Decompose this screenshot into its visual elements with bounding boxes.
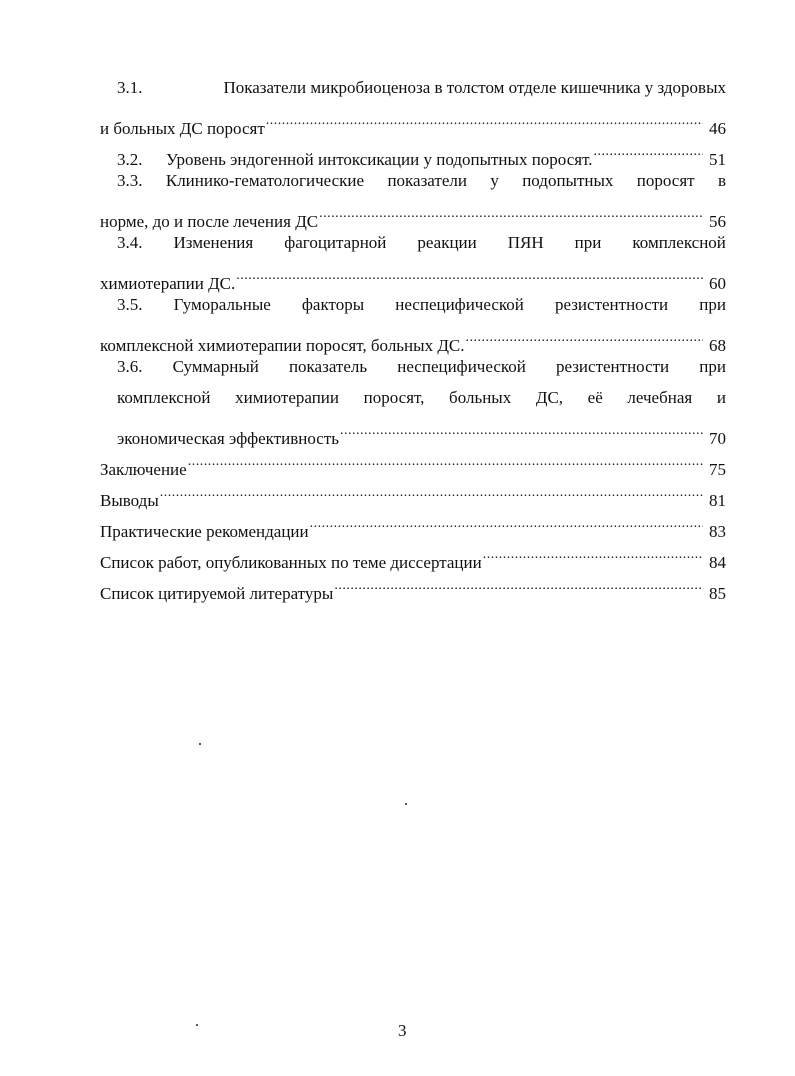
toc-3-6-l2-w7: и (716, 388, 726, 407)
toc-3-5-w0: 3.5. (117, 295, 143, 314)
toc-3-2-page: 51 (709, 150, 726, 169)
leader-dots (334, 568, 703, 599)
leader-dots (236, 258, 703, 289)
toc-3-3-w1: Клинико-гематологические (165, 171, 365, 190)
toc-entry-3-4-line-1 (100, 227, 726, 258)
toc-3-6-page: 70 (709, 429, 726, 448)
toc-3-5-w2: факторы (301, 295, 365, 314)
toc-3-3-w4: подопытных (522, 171, 614, 190)
toc-3-5-w5: при (699, 295, 726, 314)
toc-3-5-w4: резистентности (554, 295, 669, 314)
toc-3-3-w0: 3.3. (117, 171, 143, 190)
toc-3-4-w6: комплексной (632, 233, 726, 252)
toc-3-6-title-cont: экономическая эффективность (117, 429, 340, 448)
toc-literature-page: 85 (709, 584, 726, 603)
toc-3-2-number: 3.2. (117, 150, 143, 169)
toc-3-5-w1: Гуморальные (173, 295, 271, 314)
toc-entry-findings (100, 475, 726, 510)
toc-3-2-title: Уровень эндогенной интоксикации у подопытных поросят. (166, 150, 593, 169)
toc-3-4-title-cont: химиотерапии ДС. (100, 274, 236, 293)
toc-3-1-w0: 3.1. (117, 78, 143, 97)
toc-3-3-page: 56 (709, 212, 726, 231)
toc-3-4-w2: фагоцитарной (284, 233, 387, 252)
toc-findings-page: 81 (709, 491, 726, 510)
toc-3-6-l2-w4: ДС, (535, 388, 564, 407)
leader-dots (310, 506, 703, 537)
toc-entry-3-1-line-1 (100, 72, 726, 103)
toc-entry-3-6-line-2 (100, 382, 726, 413)
toc-3-5-title-cont: комплексной химиотерапии поросят, больных ДС. (100, 336, 465, 355)
toc-3-4-w5: при (574, 233, 602, 252)
toc-3-4-page: 60 (709, 274, 726, 293)
toc-3-3-w5: поросят (636, 171, 695, 190)
toc-conclusion-title: Заключение (100, 460, 187, 479)
toc-publications-title: Список работ, опубликованных по теме диссертации (100, 553, 482, 572)
toc-3-3-w3: у (490, 171, 499, 190)
toc-3-3-title-cont: норме, до и после лечения ДС (100, 212, 319, 231)
leader-dots (319, 196, 703, 227)
toc-3-6-w2: показатель (288, 357, 368, 376)
leader-dots (340, 413, 703, 444)
scan-speck (196, 1024, 198, 1026)
toc-3-6-w3: неспецифической (397, 357, 526, 376)
toc-entry-recommendations (100, 506, 726, 541)
toc-3-1-w1: Показатели микробиоценоза в толстом отделе кишечника у здоровых (223, 78, 726, 97)
toc-entry-conclusion (100, 444, 726, 479)
toc-3-4-w0: 3.4. (117, 233, 143, 252)
toc-3-6-w0: 3.6. (117, 357, 143, 376)
toc-3-6-l2-w2: поросят, (363, 388, 425, 407)
toc-3-4-w3: реакции (417, 233, 477, 252)
scan-speck (405, 803, 407, 805)
toc-conclusion-page: 75 (709, 460, 726, 479)
toc-3-4-w4: ПЯН (507, 233, 544, 252)
toc-findings-title: Выводы (100, 491, 159, 510)
toc-literature-title: Список цитируемой литературы (100, 584, 334, 603)
leader-dots (266, 103, 703, 134)
toc-entry-3-1-line-2 (100, 103, 726, 138)
toc-entry-3-6-line-3 (100, 413, 726, 448)
toc-3-6-w1: Суммарный (172, 357, 259, 376)
toc-3-6-l2-w1: химиотерапии (235, 388, 339, 407)
toc-3-6-w5: при (699, 357, 726, 376)
scan-speck (199, 743, 201, 745)
toc-3-6-l2-w0: комплексной (117, 388, 211, 407)
toc-entry-3-5-line-1 (100, 289, 726, 320)
page-number: 3 (398, 1021, 407, 1040)
toc-3-5-w3: неспецифической (395, 295, 524, 314)
toc-entry-3-4-line-2 (100, 258, 726, 293)
toc-3-3-w2: показатели (387, 171, 467, 190)
toc-3-5-page: 68 (709, 336, 726, 355)
toc-3-6-l2-w5: её (587, 388, 603, 407)
toc-recommendations-page: 83 (709, 522, 726, 541)
toc-3-6-w4: резистентности (555, 357, 670, 376)
leader-dots (483, 537, 703, 568)
leader-dots (593, 134, 703, 165)
toc-3-6-l2-w6: лечебная (627, 388, 693, 407)
toc-3-6-l2-w3: больных (449, 388, 512, 407)
toc-3-1-page: 46 (709, 119, 726, 138)
leader-dots (466, 320, 703, 351)
leader-dots (160, 475, 703, 506)
table-of-contents (100, 72, 726, 603)
toc-entry-3-5-line-2 (100, 320, 726, 355)
toc-3-3-w6: в (717, 171, 726, 190)
toc-recommendations-title: Практические рекомендации (100, 522, 309, 541)
toc-entry-3-3-line-1 (100, 165, 726, 196)
toc-entry-3-6-line-1 (100, 351, 726, 382)
leader-dots (188, 444, 703, 475)
toc-entry-3-3-line-2 (100, 196, 726, 231)
toc-3-1-title-cont: и больных ДС поросят (100, 119, 265, 138)
toc-publications-page: 84 (709, 553, 726, 572)
toc-3-4-w1: Изменения (173, 233, 254, 252)
